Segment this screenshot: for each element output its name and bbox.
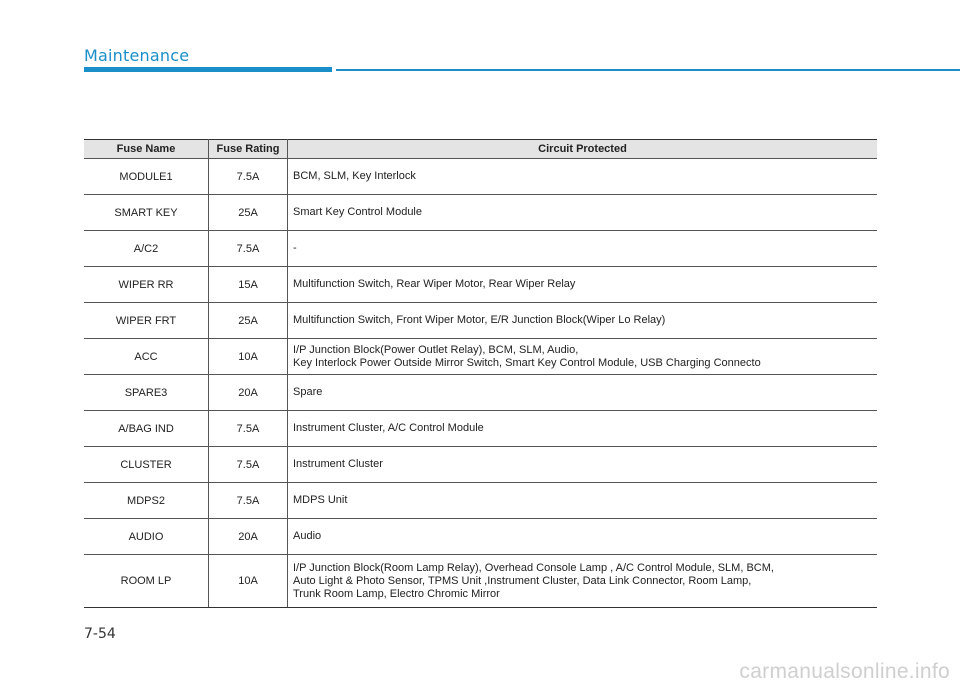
- fuse-name-cell: WIPER FRT: [84, 303, 209, 339]
- page-number: 7-54: [84, 626, 116, 642]
- header-fuse-name: Fuse Name: [84, 140, 209, 159]
- watermark: carmanualsonline.info: [739, 660, 950, 683]
- section-title: Maintenance: [84, 46, 190, 65]
- table-row: [84, 555, 877, 608]
- fuse-rating-cell: 10A: [209, 339, 288, 375]
- fuse-name-cell: ACC: [84, 339, 209, 375]
- table-row: [84, 267, 877, 303]
- table-row: [84, 375, 877, 411]
- fuse-name-cell: CLUSTER: [84, 447, 209, 483]
- table-row: [84, 411, 877, 447]
- fuse-rating-cell: 7.5A: [209, 447, 288, 483]
- fuse-name-cell: A/C2: [84, 231, 209, 267]
- circuit-cell: I/P Junction Block(Room Lamp Relay), Overhead Console Lamp , A/C Control Module, SLM, BCM, Auto Light & Photo Sensor, TPMS Unit ,Instrument Cluster, Data Link Connector, Room Lamp, Trunk Room Lamp, Electro Chromic Mirror: [288, 555, 878, 608]
- table-row: [84, 303, 877, 339]
- circuit-cell: Multifunction Switch, Rear Wiper Motor, Rear Wiper Relay: [288, 267, 878, 303]
- fuse-name-cell: SPARE3: [84, 375, 209, 411]
- fuse-rating-cell: 20A: [209, 375, 288, 411]
- fuse-rating-cell: 25A: [209, 303, 288, 339]
- table-row: [84, 519, 877, 555]
- fuse-rating-cell: 7.5A: [209, 411, 288, 447]
- fuse-rating-cell: 25A: [209, 195, 288, 231]
- fuse-name-cell: SMART KEY: [84, 195, 209, 231]
- table-row: [84, 159, 877, 195]
- circuit-cell: Instrument Cluster: [288, 447, 878, 483]
- table-row: [84, 447, 877, 483]
- fuse-name-cell: A/BAG IND: [84, 411, 209, 447]
- fuse-name-cell: MODULE1: [84, 159, 209, 195]
- table-row: [84, 231, 877, 267]
- fuse-rating-cell: 7.5A: [209, 231, 288, 267]
- fuse-table: [84, 139, 877, 608]
- fuse-name-cell: MDPS2: [84, 483, 209, 519]
- circuit-cell: Spare: [288, 375, 878, 411]
- circuit-cell: BCM, SLM, Key Interlock: [288, 159, 878, 195]
- circuit-cell: -: [288, 231, 878, 267]
- header-rule-thin: [336, 69, 960, 71]
- fuse-rating-cell: 10A: [209, 555, 288, 608]
- circuit-cell: I/P Junction Block(Power Outlet Relay), BCM, SLM, Audio, Key Interlock Power Outside Mirror Switch, Smart Key Control Module, USB Charging Connecto: [288, 339, 878, 375]
- circuit-cell: Multifunction Switch, Front Wiper Motor, E/R Junction Block(Wiper Lo Relay): [288, 303, 878, 339]
- circuit-cell: Audio: [288, 519, 878, 555]
- fuse-rating-cell: 15A: [209, 267, 288, 303]
- circuit-cell: Smart Key Control Module: [288, 195, 878, 231]
- table-row: [84, 195, 877, 231]
- table-row: [84, 483, 877, 519]
- header-fuse-rating: Fuse Rating: [209, 140, 288, 159]
- fuse-rating-cell: 20A: [209, 519, 288, 555]
- table-header-row: [84, 140, 877, 159]
- header-circuit-protected: Circuit Protected: [288, 140, 878, 159]
- fuse-name-cell: WIPER RR: [84, 267, 209, 303]
- fuse-name-cell: ROOM LP: [84, 555, 209, 608]
- header-rule-thick: [84, 67, 332, 72]
- circuit-cell: MDPS Unit: [288, 483, 878, 519]
- fuse-name-cell: AUDIO: [84, 519, 209, 555]
- table-row: [84, 339, 877, 375]
- fuse-rating-cell: 7.5A: [209, 159, 288, 195]
- circuit-cell: Instrument Cluster, A/C Control Module: [288, 411, 878, 447]
- fuse-rating-cell: 7.5A: [209, 483, 288, 519]
